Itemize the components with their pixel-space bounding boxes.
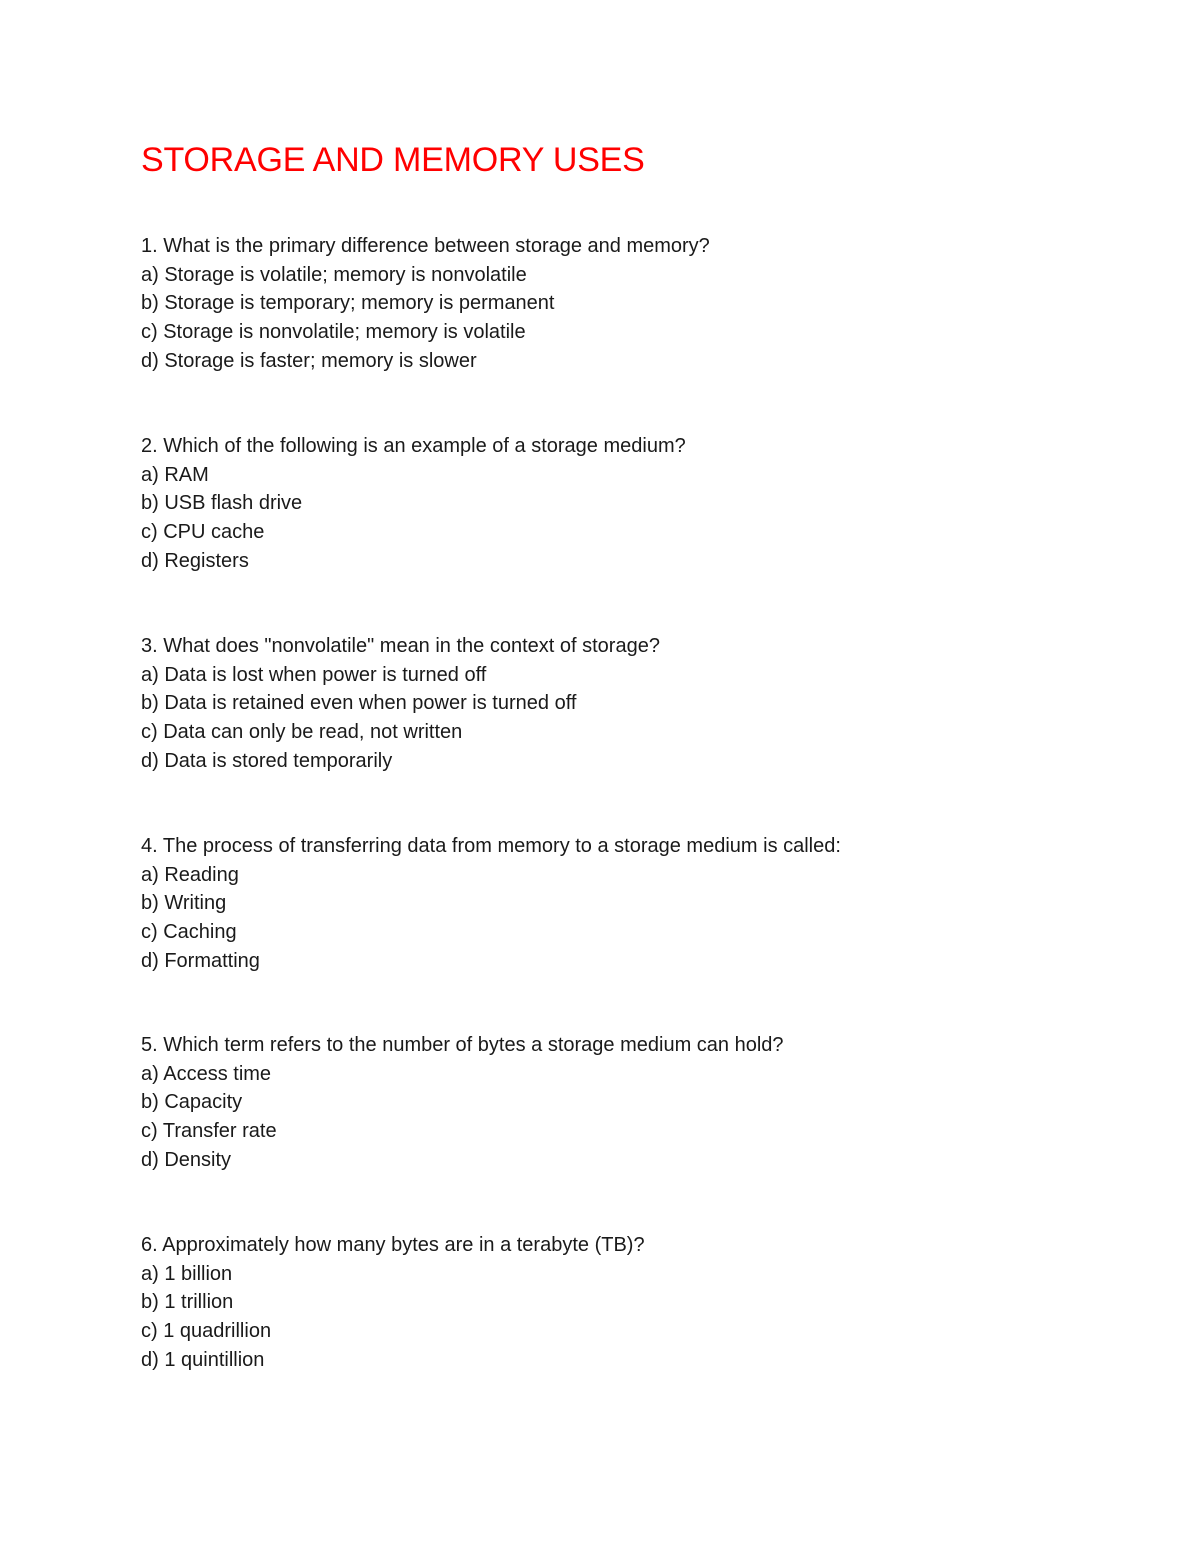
answer-option: d) Formatting — [141, 949, 260, 972]
document-title: STORAGE AND MEMORY USES — [141, 141, 645, 179]
answer-option: b) Capacity — [141, 1091, 243, 1114]
answer-option: b) 1 trillion — [141, 1291, 234, 1314]
question-block — [141, 1031, 1141, 1175]
answer-option: d) Density — [141, 1148, 232, 1171]
answer-option: b) Data is retained even when power is turned off — [141, 692, 577, 715]
question-prompt: 2. Which of the following is an example of a storage medium? — [141, 435, 686, 457]
answer-option: c) Data can only be read, not written — [141, 721, 463, 744]
question-block — [141, 832, 1141, 976]
answer-option: a) 1 billion — [141, 1262, 233, 1285]
answer-option: a) Reading — [141, 863, 239, 886]
question-block — [141, 232, 1141, 376]
answer-option: c) CPU cache — [141, 521, 265, 544]
answer-option: b) Writing — [141, 892, 227, 915]
question-prompt: 4. The process of transferring data from memory to a storage medium is called: — [141, 835, 841, 857]
question-block — [141, 432, 1141, 576]
question-block — [141, 632, 1141, 776]
answer-option: c) Storage is nonvolatile; memory is volatile — [141, 321, 526, 344]
answer-option: d) Storage is faster; memory is slower — [141, 349, 477, 372]
answer-option: a) Data is lost when power is turned off — [141, 663, 487, 686]
answer-option: c) Transfer rate — [141, 1120, 277, 1143]
answer-option: a) RAM — [141, 463, 209, 486]
question-prompt: 1. What is the primary difference between storage and memory? — [141, 235, 710, 257]
answer-option: b) USB flash drive — [141, 492, 303, 515]
question-block — [141, 1231, 1141, 1375]
answer-option: d) Registers — [141, 549, 249, 572]
question-prompt: 5. Which term refers to the number of bytes a storage medium can hold? — [141, 1034, 784, 1056]
answer-option: a) Storage is volatile; memory is nonvolatile — [141, 263, 527, 286]
answer-option: b) Storage is temporary; memory is permanent — [141, 292, 555, 315]
answer-option: d) 1 quintillion — [141, 1348, 265, 1371]
answer-option: a) Access time — [141, 1062, 272, 1085]
answer-option: d) Data is stored temporarily — [141, 749, 393, 772]
question-prompt: 6. Approximately how many bytes are in a terabyte (TB)? — [141, 1234, 645, 1256]
answer-option: c) Caching — [141, 921, 237, 944]
answer-option: c) 1 quadrillion — [141, 1320, 272, 1343]
question-prompt: 3. What does "nonvolatile" mean in the context of storage? — [141, 635, 660, 657]
